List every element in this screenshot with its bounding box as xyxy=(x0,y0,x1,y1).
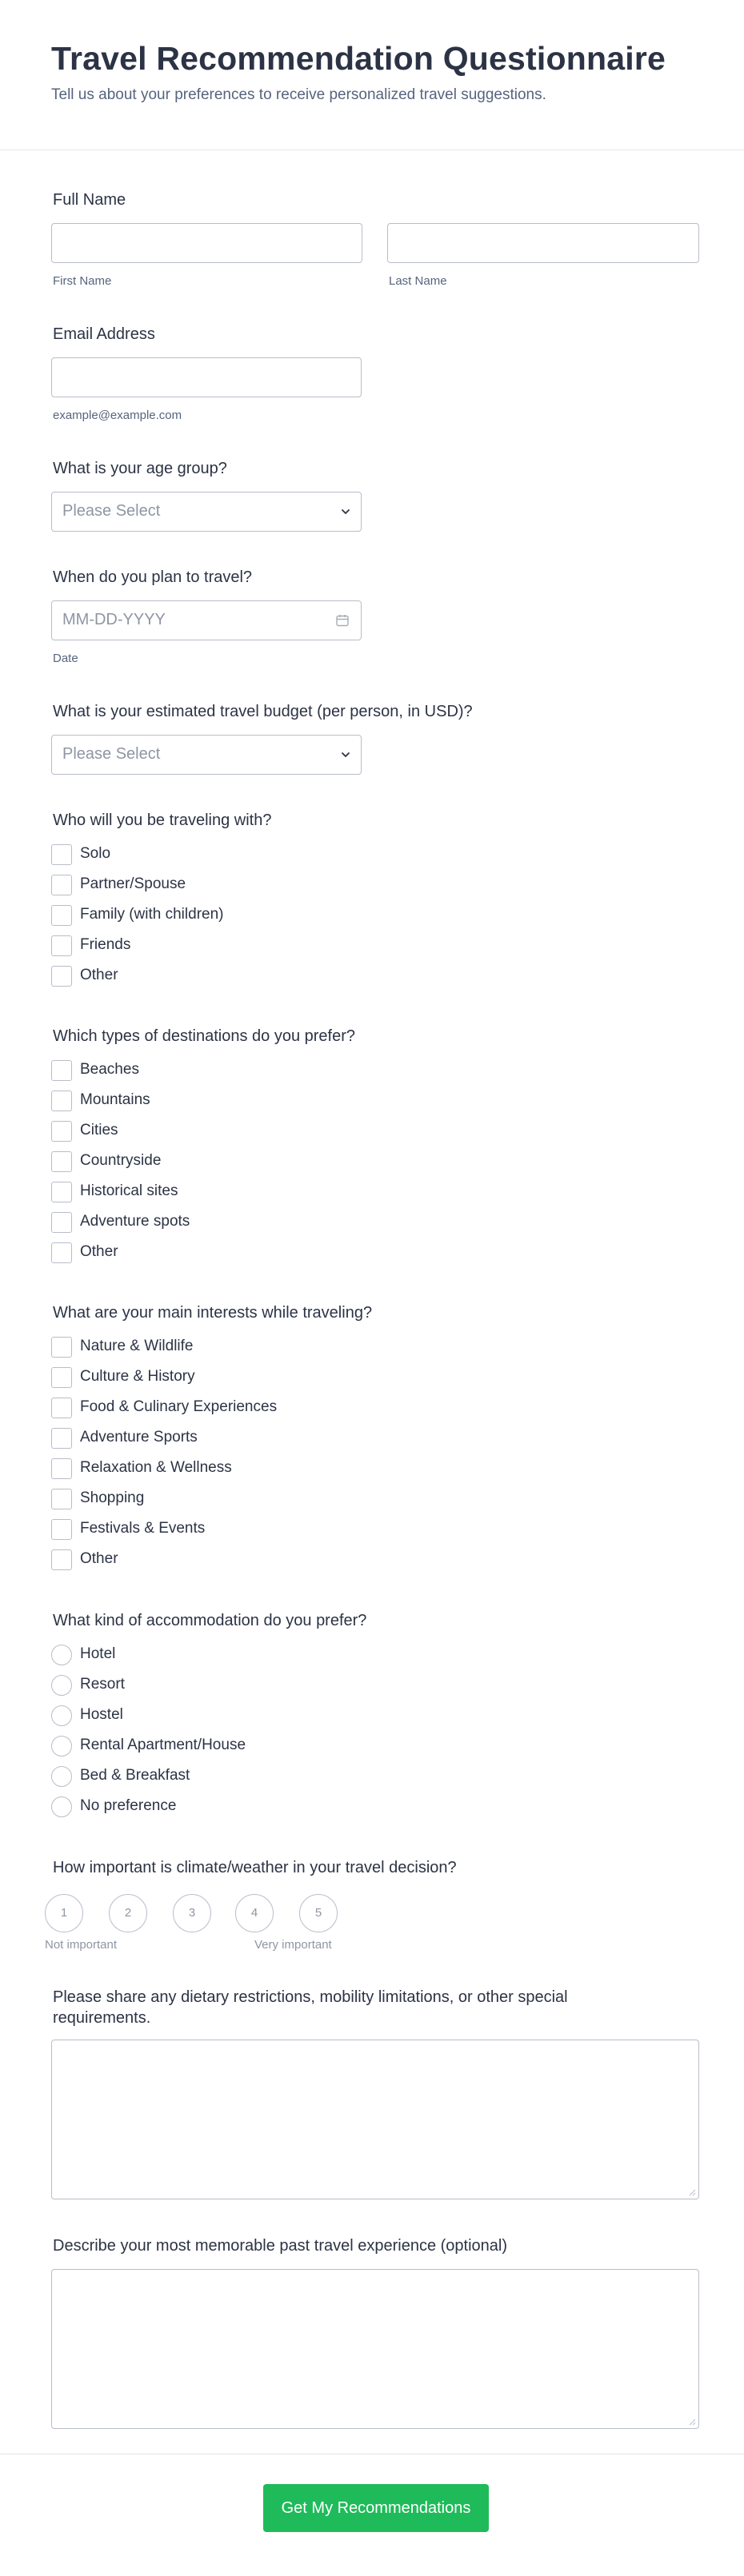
scale-option-4[interactable]: 4 xyxy=(235,1894,274,1932)
checkbox[interactable] xyxy=(51,1151,72,1172)
requirements-label-line2: requirements. xyxy=(53,2009,151,2027)
form-header xyxy=(0,0,744,150)
destinations-label: Which types of destinations do you prefer? xyxy=(53,1027,355,1045)
requirements-label xyxy=(53,1987,568,2028)
age-group-select[interactable] xyxy=(51,492,362,532)
checkbox[interactable] xyxy=(51,1458,72,1479)
checkbox[interactable] xyxy=(51,1242,72,1263)
option-label: Mountains xyxy=(80,1091,150,1108)
option-label: Adventure spots xyxy=(80,1213,190,1230)
budget-placeholder: Please Select xyxy=(62,745,161,763)
resize-handle-icon[interactable] xyxy=(688,2188,696,2196)
scale-option-2[interactable]: 2 xyxy=(109,1894,147,1932)
option-label: Bed & Breakfast xyxy=(80,1767,190,1784)
scale-max-caption: Very important xyxy=(254,1938,332,1952)
checkbox[interactable] xyxy=(51,905,72,926)
checkbox[interactable] xyxy=(51,1182,72,1202)
option-label: Friends xyxy=(80,936,131,953)
option-label: Food & Culinary Experiences xyxy=(80,1398,278,1415)
email-input[interactable] xyxy=(51,357,362,397)
checkbox[interactable] xyxy=(51,1489,72,1509)
option-label: Adventure Sports xyxy=(80,1429,198,1446)
checkbox[interactable] xyxy=(51,966,72,987)
radio-button[interactable] xyxy=(51,1705,72,1726)
checkbox[interactable] xyxy=(51,935,72,956)
travel-date-input[interactable] xyxy=(51,600,362,640)
calendar-icon[interactable] xyxy=(335,613,350,628)
first-name-sublabel: First Name xyxy=(53,274,112,288)
resize-handle-icon[interactable] xyxy=(688,2418,696,2426)
option-label: Relaxation & Wellness xyxy=(80,1459,232,1476)
option-label: Festivals & Events xyxy=(80,1520,206,1537)
interests-label: What are your main interests while traveling? xyxy=(53,1304,373,1322)
age-group-placeholder: Please Select xyxy=(62,502,161,520)
option-label: Resort xyxy=(80,1676,125,1693)
first-name-input[interactable] xyxy=(51,223,362,263)
checkbox[interactable] xyxy=(51,1091,72,1111)
email-sublabel: example@example.com xyxy=(53,409,182,422)
radio-button[interactable] xyxy=(51,1796,72,1817)
climate-label: How important is climate/weather in your travel decision? xyxy=(53,1859,457,1876)
chevron-down-icon xyxy=(340,749,351,760)
form-footer xyxy=(0,2454,744,2576)
option-label: Historical sites xyxy=(80,1182,178,1199)
travel-date-placeholder: MM-DD-YYYY xyxy=(62,611,166,628)
radio-button[interactable] xyxy=(51,1675,72,1696)
option-label: Other xyxy=(80,1550,118,1567)
option-label: Other xyxy=(80,967,118,983)
option-label: Shopping xyxy=(80,1489,145,1506)
option-label: Cities xyxy=(80,1122,118,1138)
option-label: Hostel xyxy=(80,1706,123,1723)
option-label: Rental Apartment/House xyxy=(80,1737,246,1753)
form-subtitle: Tell us about your preferences to receive personalized travel suggestions. xyxy=(51,86,546,103)
requirements-textarea[interactable] xyxy=(51,2040,699,2199)
companions-label: Who will you be traveling with? xyxy=(53,811,272,829)
chevron-down-icon xyxy=(340,506,351,517)
scale-option-3[interactable]: 3 xyxy=(173,1894,211,1932)
option-label: Solo xyxy=(80,845,111,862)
checkbox[interactable] xyxy=(51,1060,72,1081)
option-label: No preference xyxy=(80,1797,177,1814)
option-label: Culture & History xyxy=(80,1368,195,1385)
travel-date-label: When do you plan to travel? xyxy=(53,568,253,586)
travel-date-sublabel: Date xyxy=(53,652,78,665)
accommodation-label: What kind of accommodation do you prefer? xyxy=(53,1612,367,1629)
last-name-input[interactable] xyxy=(387,223,699,263)
checkbox[interactable] xyxy=(51,844,72,865)
email-label: Email Address xyxy=(53,325,155,343)
checkbox[interactable] xyxy=(51,1398,72,1418)
scale-option-1[interactable]: 1 xyxy=(45,1894,83,1932)
age-group-label: What is your age group? xyxy=(53,460,227,477)
scale-option-5[interactable]: 5 xyxy=(299,1894,338,1932)
checkbox[interactable] xyxy=(51,1428,72,1449)
budget-select[interactable] xyxy=(51,735,362,775)
option-label: Partner/Spouse xyxy=(80,875,186,892)
checkbox[interactable] xyxy=(51,1367,72,1388)
checkbox[interactable] xyxy=(51,1549,72,1570)
form-title: Travel Recommendation Questionnaire xyxy=(51,40,666,77)
option-label: Family (with children) xyxy=(80,906,224,923)
full-name-label: Full Name xyxy=(53,191,126,209)
option-label: Beaches xyxy=(80,1061,139,1078)
budget-label: What is your estimated travel budget (per person, in USD)? xyxy=(53,703,473,720)
checkbox[interactable] xyxy=(51,1121,72,1142)
option-label: Other xyxy=(80,1243,118,1260)
radio-button[interactable] xyxy=(51,1645,72,1665)
option-label: Nature & Wildlife xyxy=(80,1338,194,1354)
option-label: Countryside xyxy=(80,1152,162,1169)
checkbox[interactable] xyxy=(51,1519,72,1540)
memorable-label: Describe your most memorable past travel experience (optional) xyxy=(53,2237,508,2255)
checkbox[interactable] xyxy=(51,1212,72,1233)
memorable-textarea[interactable] xyxy=(51,2269,699,2429)
option-label: Hotel xyxy=(80,1645,116,1662)
radio-button[interactable] xyxy=(51,1766,72,1787)
checkbox[interactable] xyxy=(51,1337,72,1358)
submit-button[interactable]: Get My Recommendations xyxy=(263,2484,489,2532)
last-name-sublabel: Last Name xyxy=(389,274,447,288)
scale-min-caption: Not important xyxy=(45,1938,118,1952)
checkbox[interactable] xyxy=(51,875,72,895)
requirements-label-line1: Please share any dietary restrictions, mobility limitations, or other special xyxy=(53,1988,568,2006)
radio-button[interactable] xyxy=(51,1736,72,1757)
